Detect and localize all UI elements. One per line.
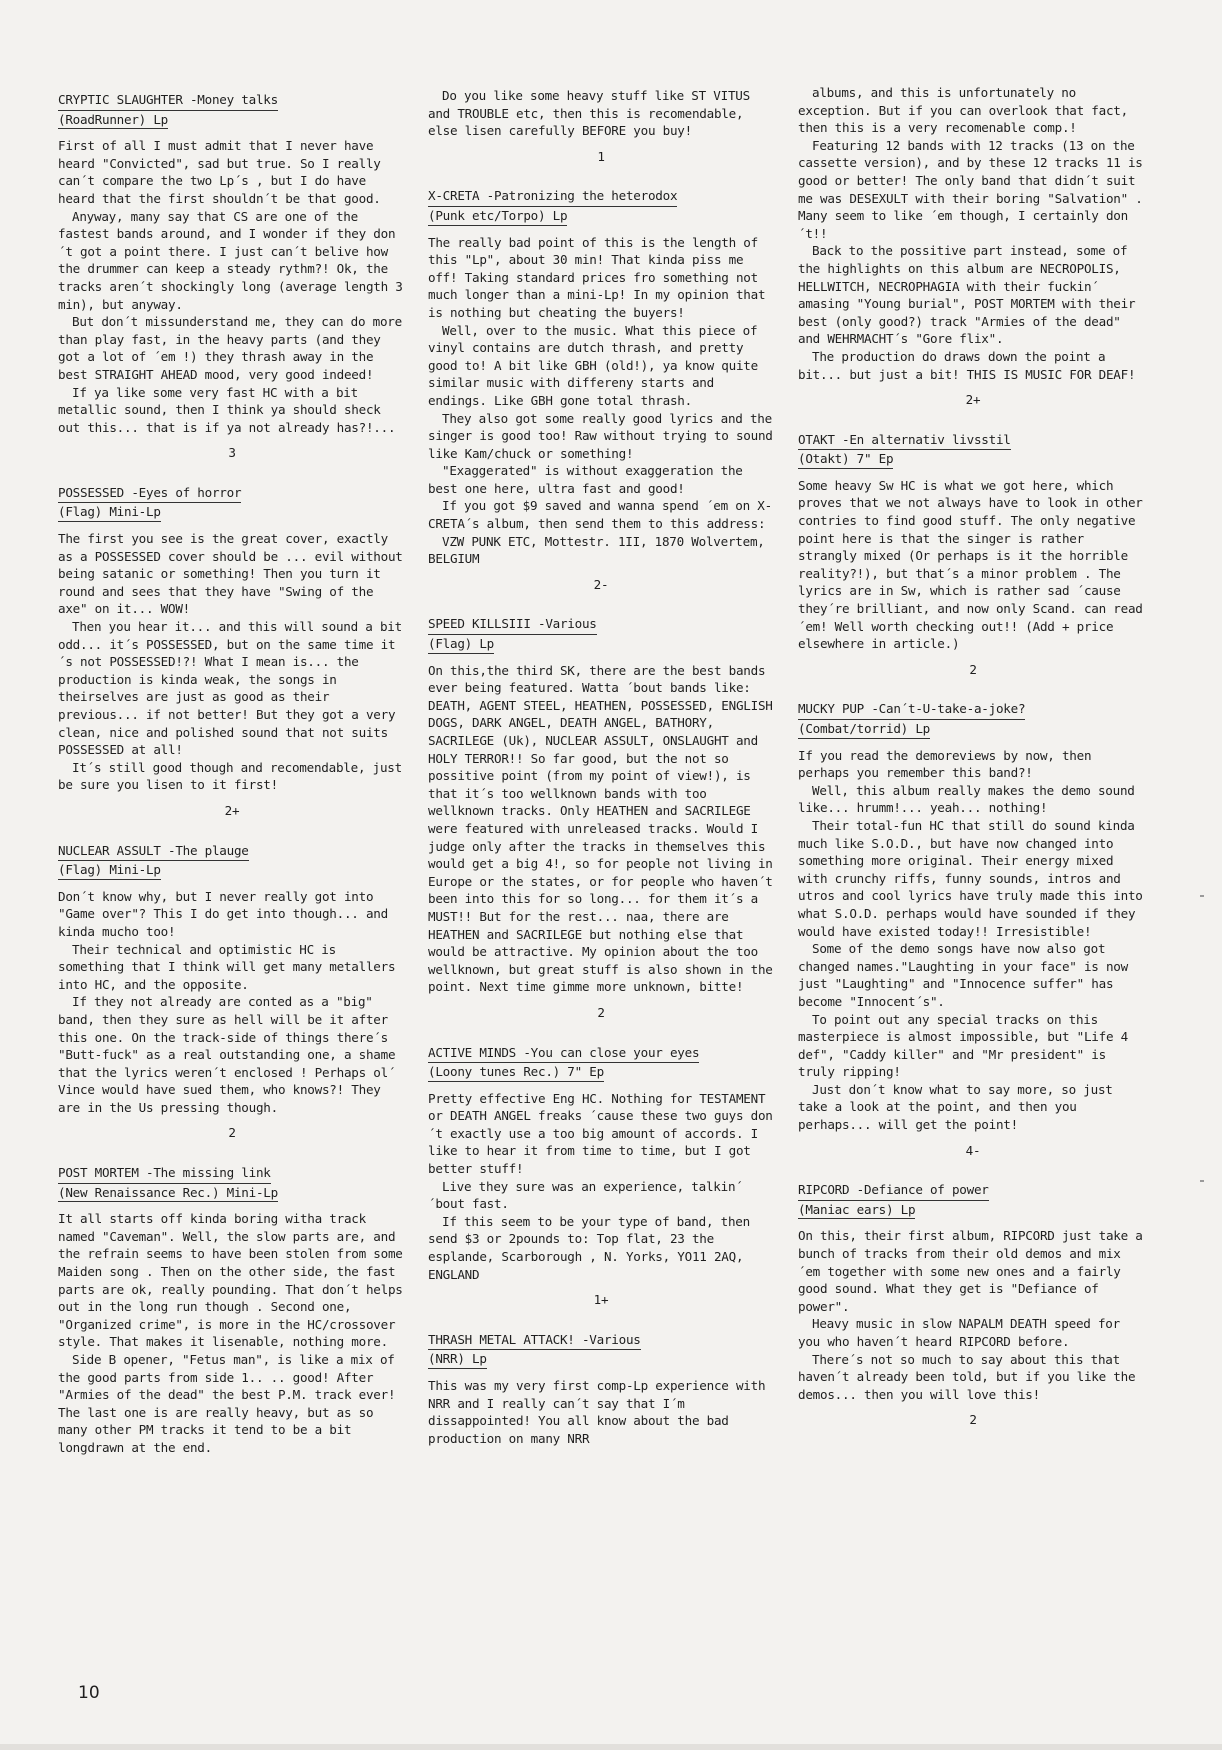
- paragraph: If they not already are conted as a "big" band, then they sure as hell will be it after this one. On the track-side of things there´s "Butt-fuck" as a real outstanding one, a shame that the lyrics weren´t enclosed ! Perhaps ol´ Vince would have sued them, who knows?! They are in the Us pressing though.: [58, 994, 396, 1115]
- paragraph: Live they sure was an experience, talkin´ ´bout fast.: [428, 1178, 743, 1212]
- rating: 2: [597, 1004, 605, 1020]
- review-title: X-CRETA -Patronizing the heterodox: [428, 187, 677, 207]
- paragraph: Featuring 12 bands with 12 tracks (13 on the cassette version), and by these 12 tracks 11 is good or better! The only band that didn´t suit me was DESEXULT with their boring "Salvation" . Many seem to like ´em though, I certainly don´t!!: [798, 137, 1143, 241]
- paragraph: Don´t know why, but I never really got into "Game over"? This I do get into though... and kinda mucho too!: [58, 888, 388, 939]
- rating: 3: [228, 445, 236, 461]
- paragraph: To point out any special tracks on this masterpiece is almost impossible, but "Life 4 def", "Caddy killer" and "Mr president" is truly ripping!: [798, 1011, 1128, 1080]
- review-title: NUCLEAR ASSULT -The plauge: [58, 842, 249, 862]
- paragraph: Back to the possitive part instead, some of the highlights on this album are NECROPOLIS, HELLWITCH, NECROPHAGIA with their fuckin´ amasing "Young burial", POST MORTEM with their best (only good?) track "Armies of the dead" and WEHRMACHT´s "Gore flix".: [798, 243, 1136, 347]
- column-2: [428, 87, 774, 1447]
- record-label: (Loony tunes Rec.) 7" Ep: [428, 1063, 604, 1082]
- review: [58, 484, 406, 820]
- paragraph: Then you hear it... and this will sound a bit odd... it´s POSSESSED, but on the same time it´s not POSSESSED!?! What I mean is... the production is kinda weak, the songs in theirselves are just as good as their previous... if not better! But they got a very clean, nice and polished sound that not suits POSSESSED at all!: [58, 619, 402, 758]
- review-title: MUCKY PUP -Can´t-U-take-a-joke?: [798, 700, 1025, 720]
- paragraph: If you read the demoreviews by now, then perhaps you remember this band?!: [798, 747, 1092, 781]
- continued-text: [428, 87, 774, 165]
- rating: 2+: [965, 392, 981, 408]
- review: [58, 842, 406, 1143]
- rating: 1: [597, 148, 605, 164]
- record-label: (Flag) Mini-Lp: [58, 503, 161, 522]
- column-3: [798, 84, 1148, 1451]
- review: [798, 1181, 1148, 1429]
- review: [428, 187, 774, 593]
- paragraph: Do you like some heavy stuff like ST VITUS and TROUBLE etc, then this is recomendable, else lisen carefully BEFORE you buy!: [428, 88, 750, 139]
- review-title: POSSESSED -Eyes of horror: [58, 484, 241, 504]
- paragraph: On this,the third SK, there are the best bands ever being featured. Watta ´bout bands like: DEATH, AGENT STEEL, HEATHEN, POSSESSED, ENGLISH DOGS, DARK ANGEL, DEATH ANGEL, BATHORY, SACRILEGE (Uk), NUCLEAR ASSULT, ONSLAUGHT and HOLY TERROR!! So far good, but the not so possitive point (from my point of view!), is that it´s too wellknown bands with too wellknown tracks. Only HEATHEN and SACRILEGE were featured with unreleased tracks. Would I judge only after the tracks in themselves this would get a big 4!, so for people not living in Europe or the states, or for people who haven´t been into this for so long... for them it´s a MUST!! But for the rest... naa, there are HEATHEN and SACRILEGE but nothing else that would be attractive. My opinion about the too wellknown, but great stuff is also shown in the point. Next time gimme more unknown, bitte!: [428, 662, 773, 995]
- column-1: [58, 91, 406, 1457]
- review-title: ACTIVE MINDS -You can close your eyes: [428, 1044, 699, 1064]
- review: [58, 1164, 406, 1457]
- rating: 2-: [593, 576, 609, 592]
- continued-text: [798, 84, 1148, 409]
- review: [798, 431, 1148, 679]
- review-title: OTAKT -En alternativ livsstil: [798, 431, 1011, 451]
- paragraph: Their technical and optimistic HC is something that I think will get many metallers into HC, and the opposite.: [58, 941, 396, 992]
- paragraph: The production do draws down the point a bit... but just a bit! THIS IS MUSIC FOR DEAF!: [798, 348, 1136, 382]
- rating: 2+: [224, 802, 240, 818]
- record-label: (New Renaissance Rec.) Mini-Lp: [58, 1184, 278, 1203]
- margin-mark: [1200, 895, 1204, 897]
- paragraph: On this, their first album, RIPCORD just take a bunch of tracks from their old demos and mix ´em together with some new ones and a fairly good sound. What they get is "Defiance of power".: [798, 1228, 1143, 1314]
- paragraph: They also got some really good lyrics and the singer is good too! Raw without trying to sound like Kam/chuck or something!: [428, 410, 773, 461]
- paragraph: If ya like some very fast HC with a bit metallic sound, then I think ya should sheck out this... that is if ya not already has?!...: [58, 384, 396, 435]
- paragraph: albums, and this is unfortunately no exception. But if you can overlook that fact, then this is a very recomenable comp.!: [798, 85, 1128, 136]
- rating: 1+: [593, 1292, 609, 1308]
- paragraph: The really bad point of this is the length of this "Lp", about 30 min! That kinda piss me off! Taking standard prices fro something not much longer than a mini-Lp! In my opinion that is nothing but cheating the buyers!: [428, 234, 766, 320]
- review: [798, 700, 1148, 1159]
- paragraph: Some of the demo songs have now also got changed names."Laughting in your face" is now just "Laughting" and "Innocence suffer" has become "Innocent´s".: [798, 941, 1128, 1009]
- paragraph: There´s not so much to say about this that haven´t already been told, but if you like the demos... then you will love this!: [798, 1351, 1136, 1402]
- margin-mark: [1200, 1180, 1204, 1182]
- paragraph: Some heavy Sw HC is what we got here, which proves that we not always have to look in other contries to find good stuff. The only negative point here is that the singer is rather strangly mixed (Or perhaps is it the horrible reality?!), but that´s a minor problem . The lyrics are in Sw, which is rather sad ´cause they´re brilliant, and now only Scand. can read ´em! Well worth checking out!! (Add + price elsewhere in article.): [798, 477, 1143, 652]
- paragraph: Their total-fun HC that still do sound kinda much like S.O.D., but have now changed into something more original. Their energy mixed with crunchy riffs, funny sounds, intros and utros and cool lyrics have truly made this into what S.O.D. perhaps would have sounded if they would have existed today!! Irresistible!: [798, 817, 1143, 939]
- paragraph: Side B opener, "Fetus man", is like a mix of the good parts from side 1.. .. good! After "Armies of the dead" the best P.M. track ever! The last one is are really heavy, but as so many other PM tracks it tend to be a bit longdrawn at the end.: [58, 1352, 396, 1455]
- paragraph: If you got $9 saved and wanna spend ´em on X-CRETA´s album, then send them to this address:: [428, 498, 772, 532]
- review: [428, 1044, 774, 1309]
- record-label: (NRR) Lp: [428, 1350, 487, 1369]
- paragraph: If this seem to be your type of band, then send $3 or 2pounds to: Top flat, 23 the esplande, Scarborough , N. Yorks, YO11 2AQ, ENGLAND: [428, 1213, 750, 1282]
- paragraph: Anyway, many say that CS are one of the fastest bands around, and I wonder if they don´t got a point there. I just can´t belive how the drummer can keep a steady rythm?! Ok, the tracks aren´t shockingly long (average length 3 min), but anyway.: [58, 208, 403, 312]
- page-number: 10: [78, 1683, 100, 1703]
- rating: 2: [969, 1412, 977, 1428]
- review-title: CRYPTIC SLAUGHTER -Money talks: [58, 91, 278, 111]
- review: [428, 615, 774, 1021]
- paragraph: This was my very first comp-Lp experience with NRR and I really can´t say that I´m dissappointed! You all know about the bad production on many NRR: [428, 1378, 766, 1446]
- paragraph: "Exaggerated" is without exaggeration the best one here, ultra fast and good!: [428, 463, 743, 496]
- rating: 4-: [965, 1142, 981, 1158]
- paragraph: It all starts off kinda boring witha track named "Caveman". Well, the slow parts are, and the refrain seems to have been stolen from some Maiden song . Then on the other side, the fast parts are ok, really pounding. That don´t helps out in the long run though . Second one, "Organized crime", is more in the HC/crossover style. That makes it lisenable, nothing more.: [58, 1211, 403, 1350]
- rating: 2: [969, 661, 977, 677]
- record-label: (Otakt) 7" Ep: [798, 450, 893, 469]
- paragraph: Well, over to the music. What this piece of vinyl contains are dutch thrash, and pretty good to! A bit like GBH (old!), ya know quite similar music with differeny starts and endings. Like GBH gone total thrash.: [428, 322, 758, 408]
- record-label: (Punk etc/Torpo) Lp: [428, 207, 567, 226]
- paragraph: The first you see is the great cover, exactly as a POSSESSED cover should be ... evil without being satanic or something! Then you turn it round and sees that they have "Swing of the axe" on it... WOW!: [58, 531, 403, 617]
- record-label: (Flag) Lp: [428, 635, 494, 654]
- record-label: (Combat/torrid) Lp: [798, 720, 930, 739]
- paragraph: But don´t missunderstand me, they can do more than play fast, in the heavy parts (and they got a lot of ´em !) they thrash away in the best STRAIGHT AHEAD mood, very good indeed!: [58, 314, 402, 382]
- paragraph: Just don´t know what to say more, so just take a look at the point, and then you perhaps... will get the point!: [798, 1081, 1113, 1133]
- review-title: RIPCORD -Defiance of power: [798, 1181, 989, 1201]
- review-title: THRASH METAL ATTACK! -Various: [428, 1331, 641, 1351]
- review: [428, 1331, 774, 1448]
- paragraph: Heavy music in slow NAPALM DEATH speed for you who haven´t heard RIPCORD before.: [798, 1316, 1120, 1349]
- review: [58, 91, 406, 462]
- record-label: (Flag) Mini-Lp: [58, 861, 161, 880]
- rating: 2: [228, 1125, 236, 1141]
- paragraph: It´s still good though and recomendable, just be sure you lisen to it first!: [58, 759, 402, 793]
- page-edge: [0, 1744, 1222, 1750]
- paragraph: VZW PUNK ETC, Mottestr. 1II, 1870 Wolvertem, BELGIUM: [428, 533, 765, 567]
- paragraph: Pretty effective Eng HC. Nothing for TESTAMENT or DEATH ANGEL freaks ´cause these two guys don´t exactly use a too big amount of accords. I like to hear it from time to time, but I got better stuff!: [428, 1090, 773, 1177]
- review-title: POST MORTEM -The missing link: [58, 1164, 271, 1184]
- review-title: SPEED KILLSIII -Various: [428, 615, 597, 635]
- record-label: (RoadRunner) Lp: [58, 111, 168, 130]
- record-label: (Maniac ears) Lp: [798, 1201, 915, 1220]
- paragraph: First of all I must admit that I never have heard "Convicted", sad but true. So I really can´t compare the two Lp´s , but I do have heard that the first shouldn´t be that good.: [58, 138, 381, 206]
- paragraph: Well, this album really makes the demo sound like... hrumm!... yeah... nothing!: [798, 782, 1135, 816]
